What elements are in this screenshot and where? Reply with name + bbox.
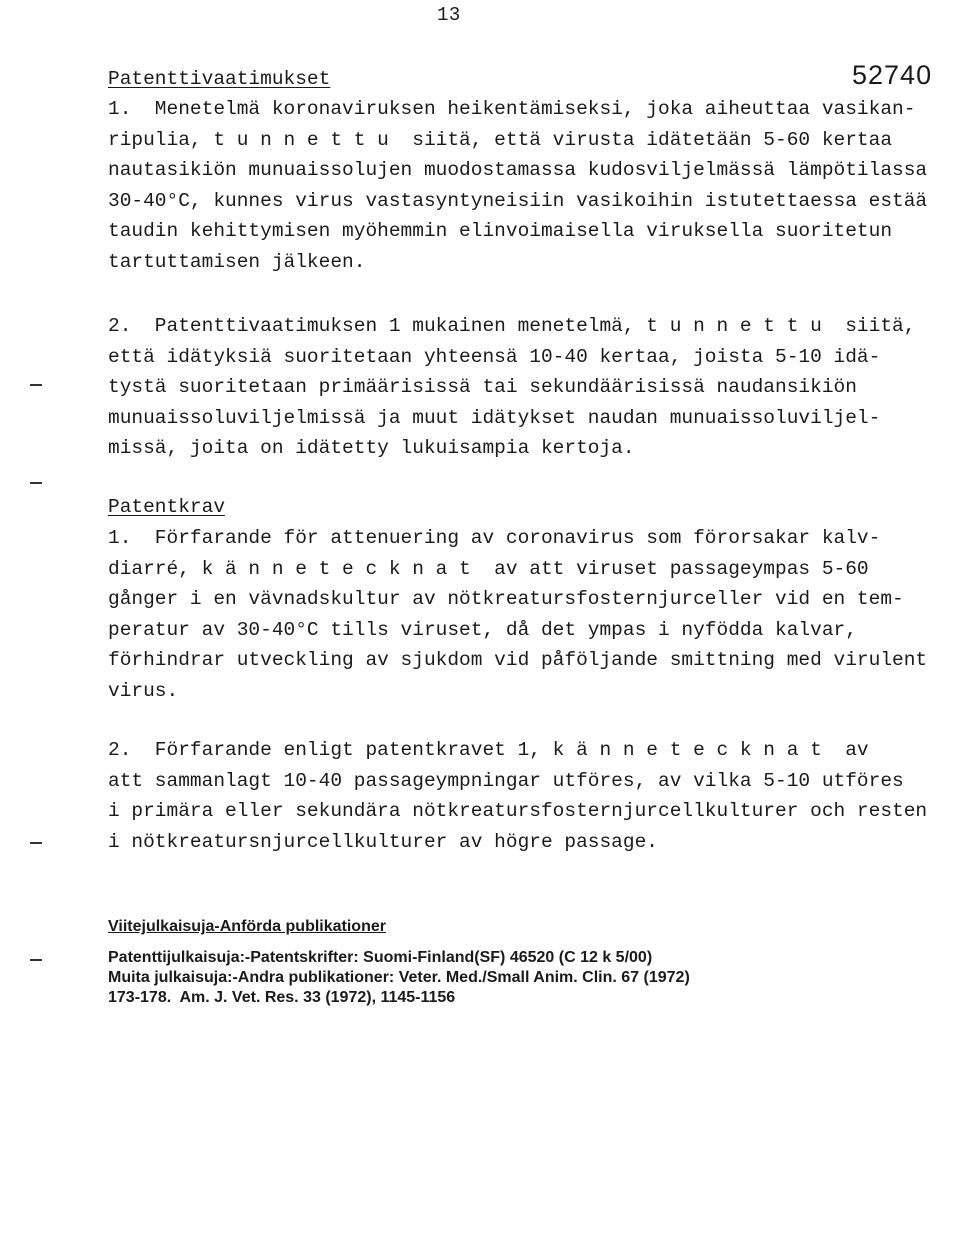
text-line: virus. (108, 679, 179, 702)
text-line: i nötkreatursnjurcellkulturer av högre passage. (108, 830, 658, 853)
text-line: peratur av 30-40°C tills viruset, då det ympas i nyfödda kalvar, (108, 618, 857, 641)
text-line: nautasikiön munuaissolujen muodostamassa kudosviljelmässä lämpötilassa (108, 159, 928, 181)
reference-line: Patenttijulkaisuja:-Patentskrifter: Suomi-Finland(SF) 46520 (C 12 k 5/00) (108, 949, 653, 966)
text-line: että idätyksiä suoritetaan yhteensä 10-40 kertaa, joista 5-10 idä- (108, 345, 881, 368)
text-line: 2. Patenttivaatimuksen 1 mukainen menetelmä, t u n n e t t u siitä, (108, 315, 916, 337)
reference-line: 173-178. Am. J. Vet. Res. 33 (1972), 1145-1156 (108, 989, 456, 1006)
text-line: munuaissoluviljelmissä ja muut idätykset naudan munuaissoluviljel- (108, 406, 881, 429)
references-heading: Viitejulkaisuja-Anförda publikationer (108, 918, 386, 935)
sv-claim-1 (108, 523, 958, 706)
margin-mark (30, 842, 42, 844)
text-line: 2. Förfarande enligt patentkravet 1, k ä n n e t e c k n a t av (108, 739, 869, 761)
margin-mark (30, 384, 42, 386)
fi-heading: Patenttivaatimukset (108, 68, 331, 90)
text-line: 1. Menetelmä koronaviruksen heikentämiseksi, joka aiheuttaa vasikan- (108, 98, 916, 120)
margin-mark (30, 959, 42, 961)
fi-claim-1 (108, 94, 958, 277)
text-line: i primära eller sekundära nötkreatursfosternjurcellkulturer och resten (108, 800, 928, 822)
page-number: 13 (437, 4, 461, 26)
fi-claim-2 (108, 311, 958, 464)
text-line: diarré, k ä n n e t e c k n a t av att viruset passageympas 5-60 (108, 557, 869, 580)
reference-line: Muita julkaisuja:-Andra publikationer: Veter. Med./Small Anim. Clin. 67 (1972) (108, 969, 690, 986)
references-list (108, 948, 948, 1008)
text-line: gånger i en vävnadskultur av nötkreatursfosternjurceller vid en tem- (108, 588, 904, 610)
text-line: taudin kehittymisen myöhemmin elinvoimaisella viruksella suoritetun (108, 220, 893, 242)
sv-claim-2 (108, 735, 958, 857)
text-line: tystä suoritetaan primäärisissä tai sekundäärisissä naudansikiön (108, 376, 857, 398)
patent-number: 52740 (852, 60, 933, 90)
text-line: ripulia, t u n n e t t u siitä, että virusta idätetään 5-60 kertaa (108, 128, 893, 151)
text-line: missä, joita on idätetty lukuisampia kertoja. (108, 437, 635, 459)
sv-heading: Patentkrav (108, 496, 226, 518)
margin-mark (30, 482, 42, 484)
text-line: tartuttamisen jälkeen. (108, 250, 366, 273)
text-line: 1. Förfarande för attenuering av coronavirus som förorsakar kalv- (108, 527, 881, 549)
text-line: att sammanlagt 10-40 passageympningar utföres, av vilka 5-10 utföres (108, 769, 904, 792)
text-line: 30-40°C, kunnes virus vastasyntyneisiin vasikoihin istutettaessa estää (108, 189, 928, 212)
text-line: förhindrar utveckling av sjukdom vid påföljande smittning med virulent (108, 649, 928, 671)
